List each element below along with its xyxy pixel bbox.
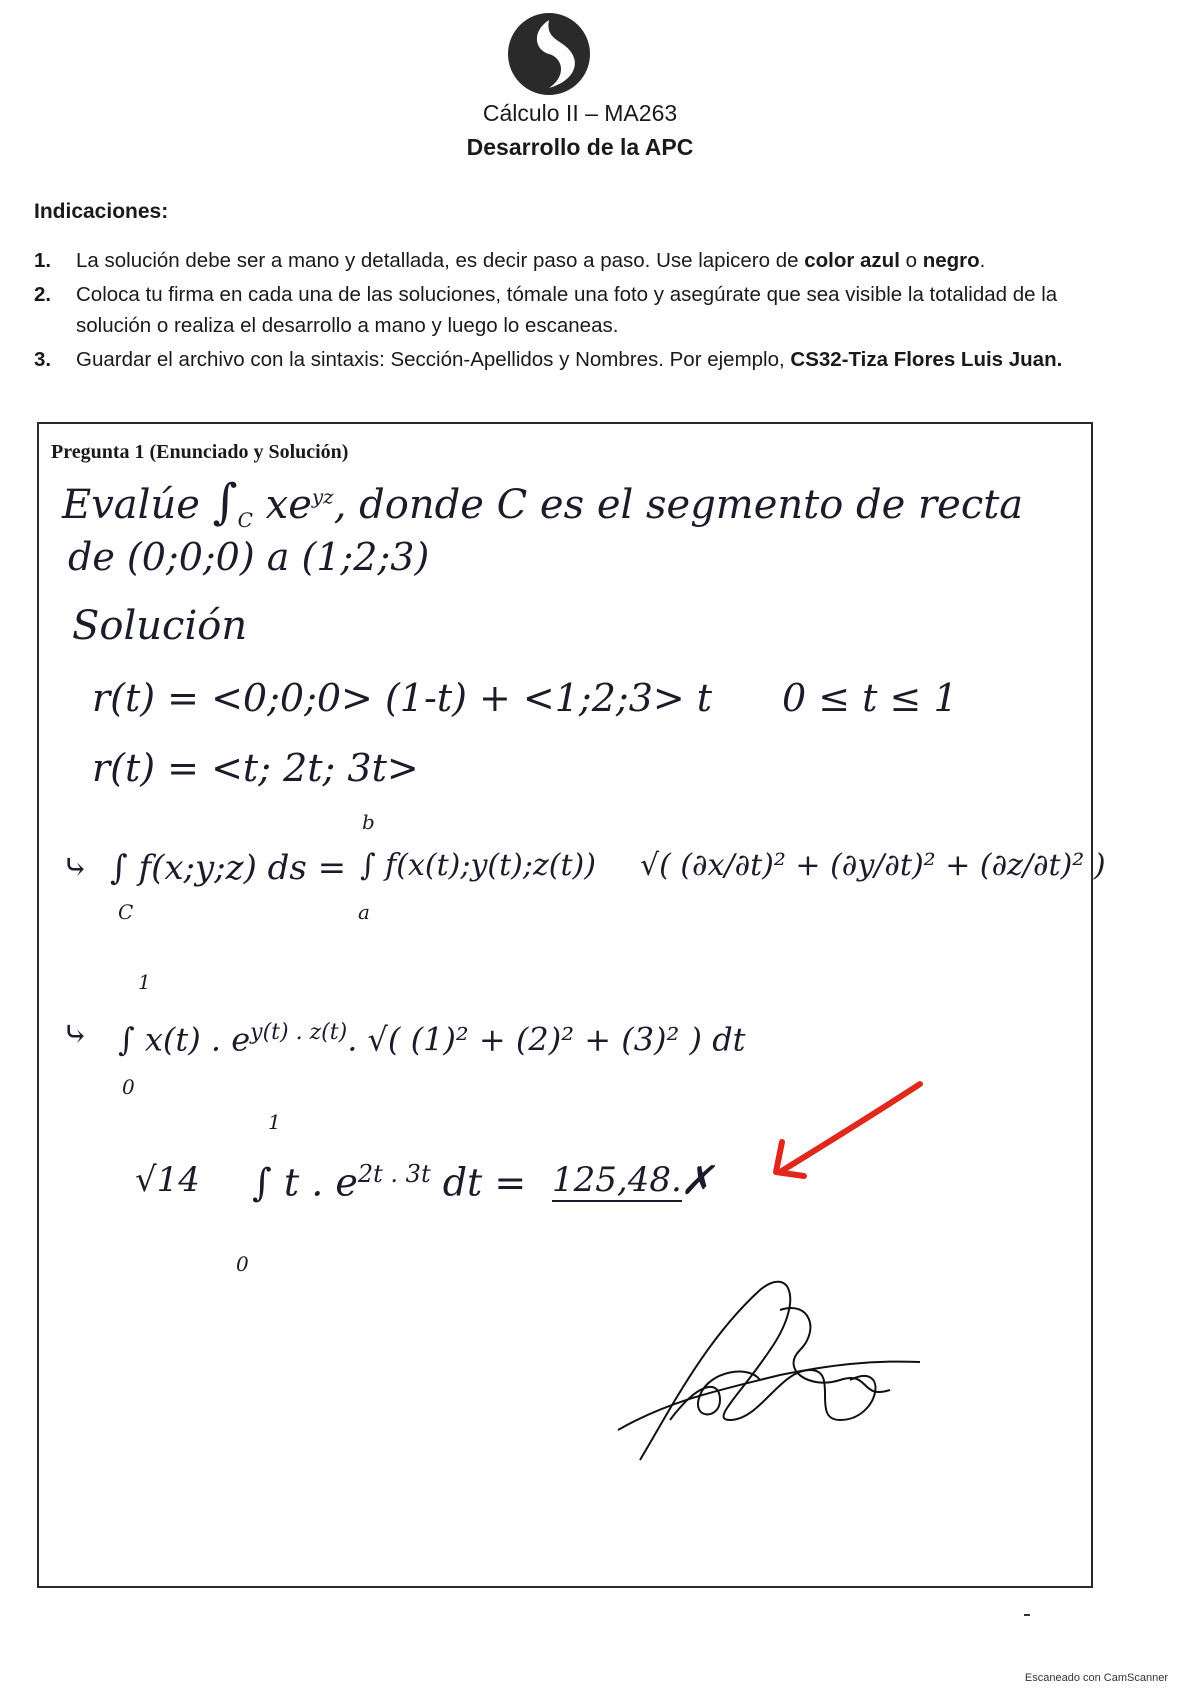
instruction-number: 3.: [34, 348, 52, 371]
instruction-item: [34, 279, 1134, 341]
instruction-bold-2: negro: [922, 249, 980, 272]
instructions-title: Indicaciones:: [34, 200, 169, 223]
university-logo-icon: [505, 10, 593, 98]
instruction-text-middle: o: [899, 249, 923, 272]
hw-line-7-integrand: ∫ x(t) . e: [118, 1020, 251, 1059]
hw-line-7-exp: y(t) . z(t): [250, 1020, 348, 1045]
hw-line-4: r(t) = <0;0;0> (1-t) + <1;2;3> t: [92, 676, 713, 720]
hw-statement: , donde C es el segmento de recta: [333, 482, 1024, 528]
hw-parameter-range: 0 ≤ t ≤ 1: [782, 676, 958, 720]
instruction-number: 1.: [34, 249, 52, 272]
hw-result: 125,48.: [552, 1160, 682, 1200]
hw-coefficient: √14: [135, 1160, 200, 1200]
hw-line-8-lower: 0: [236, 1252, 249, 1276]
hw-line-8-expr: [252, 1160, 526, 1205]
instruction-text: Guardar el archivo con la sintaxis: Sección-Apellidos y Nombres. Por ejemplo,: [76, 348, 791, 371]
instruction-number: 2.: [34, 283, 52, 306]
hw-line-6-sqrt: √( (∂x/∂t)² + (∂y/∂t)² + (∂z/∂t)² ): [640, 848, 1106, 883]
hw-line-8-integrand: ∫ t . e: [252, 1160, 358, 1205]
hw-result-mark: ✗: [680, 1158, 714, 1204]
hw-integrand-exp: yz: [311, 484, 334, 509]
hw-line-8-dt: dt =: [442, 1160, 527, 1205]
instruction-text-end: .: [1056, 348, 1063, 371]
hw-line-6-right: ∫ f(x(t);y(t);z(t)): [360, 848, 596, 883]
hw-integral-sub: C: [237, 508, 253, 532]
hw-arrow-1: ⤷: [62, 848, 89, 886]
hw-line-6-upper: b: [362, 810, 375, 834]
hw-integral-sign: ∫: [212, 474, 238, 530]
instruction-item: [34, 344, 1134, 375]
hw-arrow-2: ⤷: [62, 1015, 89, 1053]
course-subtitle: Desarrollo de la APC: [466, 134, 694, 160]
hw-evalue: Evalúe: [62, 482, 200, 528]
hw-line-6-left-sub: C: [118, 900, 134, 924]
hw-line-2: de (0;0;0) a (1;2;3): [68, 535, 430, 579]
instruction-text-end: .: [979, 249, 986, 272]
course-title: Cálculo II – MA263: [482, 100, 678, 126]
handwritten-signature-icon: [610, 1270, 930, 1470]
instruction-text: La solución debe ser a mano y detallada, es decir paso a paso. Use lapicero de: [76, 249, 805, 272]
hw-solution-label: Solución: [72, 603, 248, 649]
hw-line-7-lower: 0: [122, 1075, 135, 1099]
hw-line-8-exp: 2t . 3t: [357, 1160, 431, 1188]
instruction-bold: CS32-Tiza Flores Luis Juan: [790, 348, 1057, 371]
hw-integrand: xe: [265, 482, 312, 528]
hw-line-5: r(t) = <t; 2t; 3t>: [92, 746, 419, 790]
stray-mark: [1024, 1614, 1030, 1616]
instructions-list: [34, 245, 1134, 378]
hw-line-7-expr: [118, 1020, 746, 1059]
answer-box: [37, 422, 1093, 1588]
instruction-bold: color azul: [804, 249, 900, 272]
hw-line-8-upper: 1: [268, 1110, 281, 1134]
scanner-watermark: Escaneado con CamScanner: [1024, 1672, 1168, 1684]
instruction-item: [34, 245, 1134, 276]
hw-line-7-sqrt: . √( (1)² + (2)² + (3)² ) dt: [347, 1020, 746, 1059]
hw-line-6-left: ∫ f(x;y;z) ds =: [110, 848, 347, 888]
hw-line-1: [62, 474, 1023, 532]
question-title: Pregunta 1 (Enunciado y Solución): [51, 441, 349, 463]
hw-line-7-upper: 1: [138, 970, 151, 994]
red-arrow-check-icon: [770, 1080, 930, 1190]
instruction-text: Coloca tu firma en cada una de las soluciones, tómale una foto y asegúrate que sea visible la totalidad de la solución o realiza el desarrollo a mano y luego lo escaneas.: [76, 283, 1058, 337]
hw-line-6-lower: a: [358, 900, 370, 924]
